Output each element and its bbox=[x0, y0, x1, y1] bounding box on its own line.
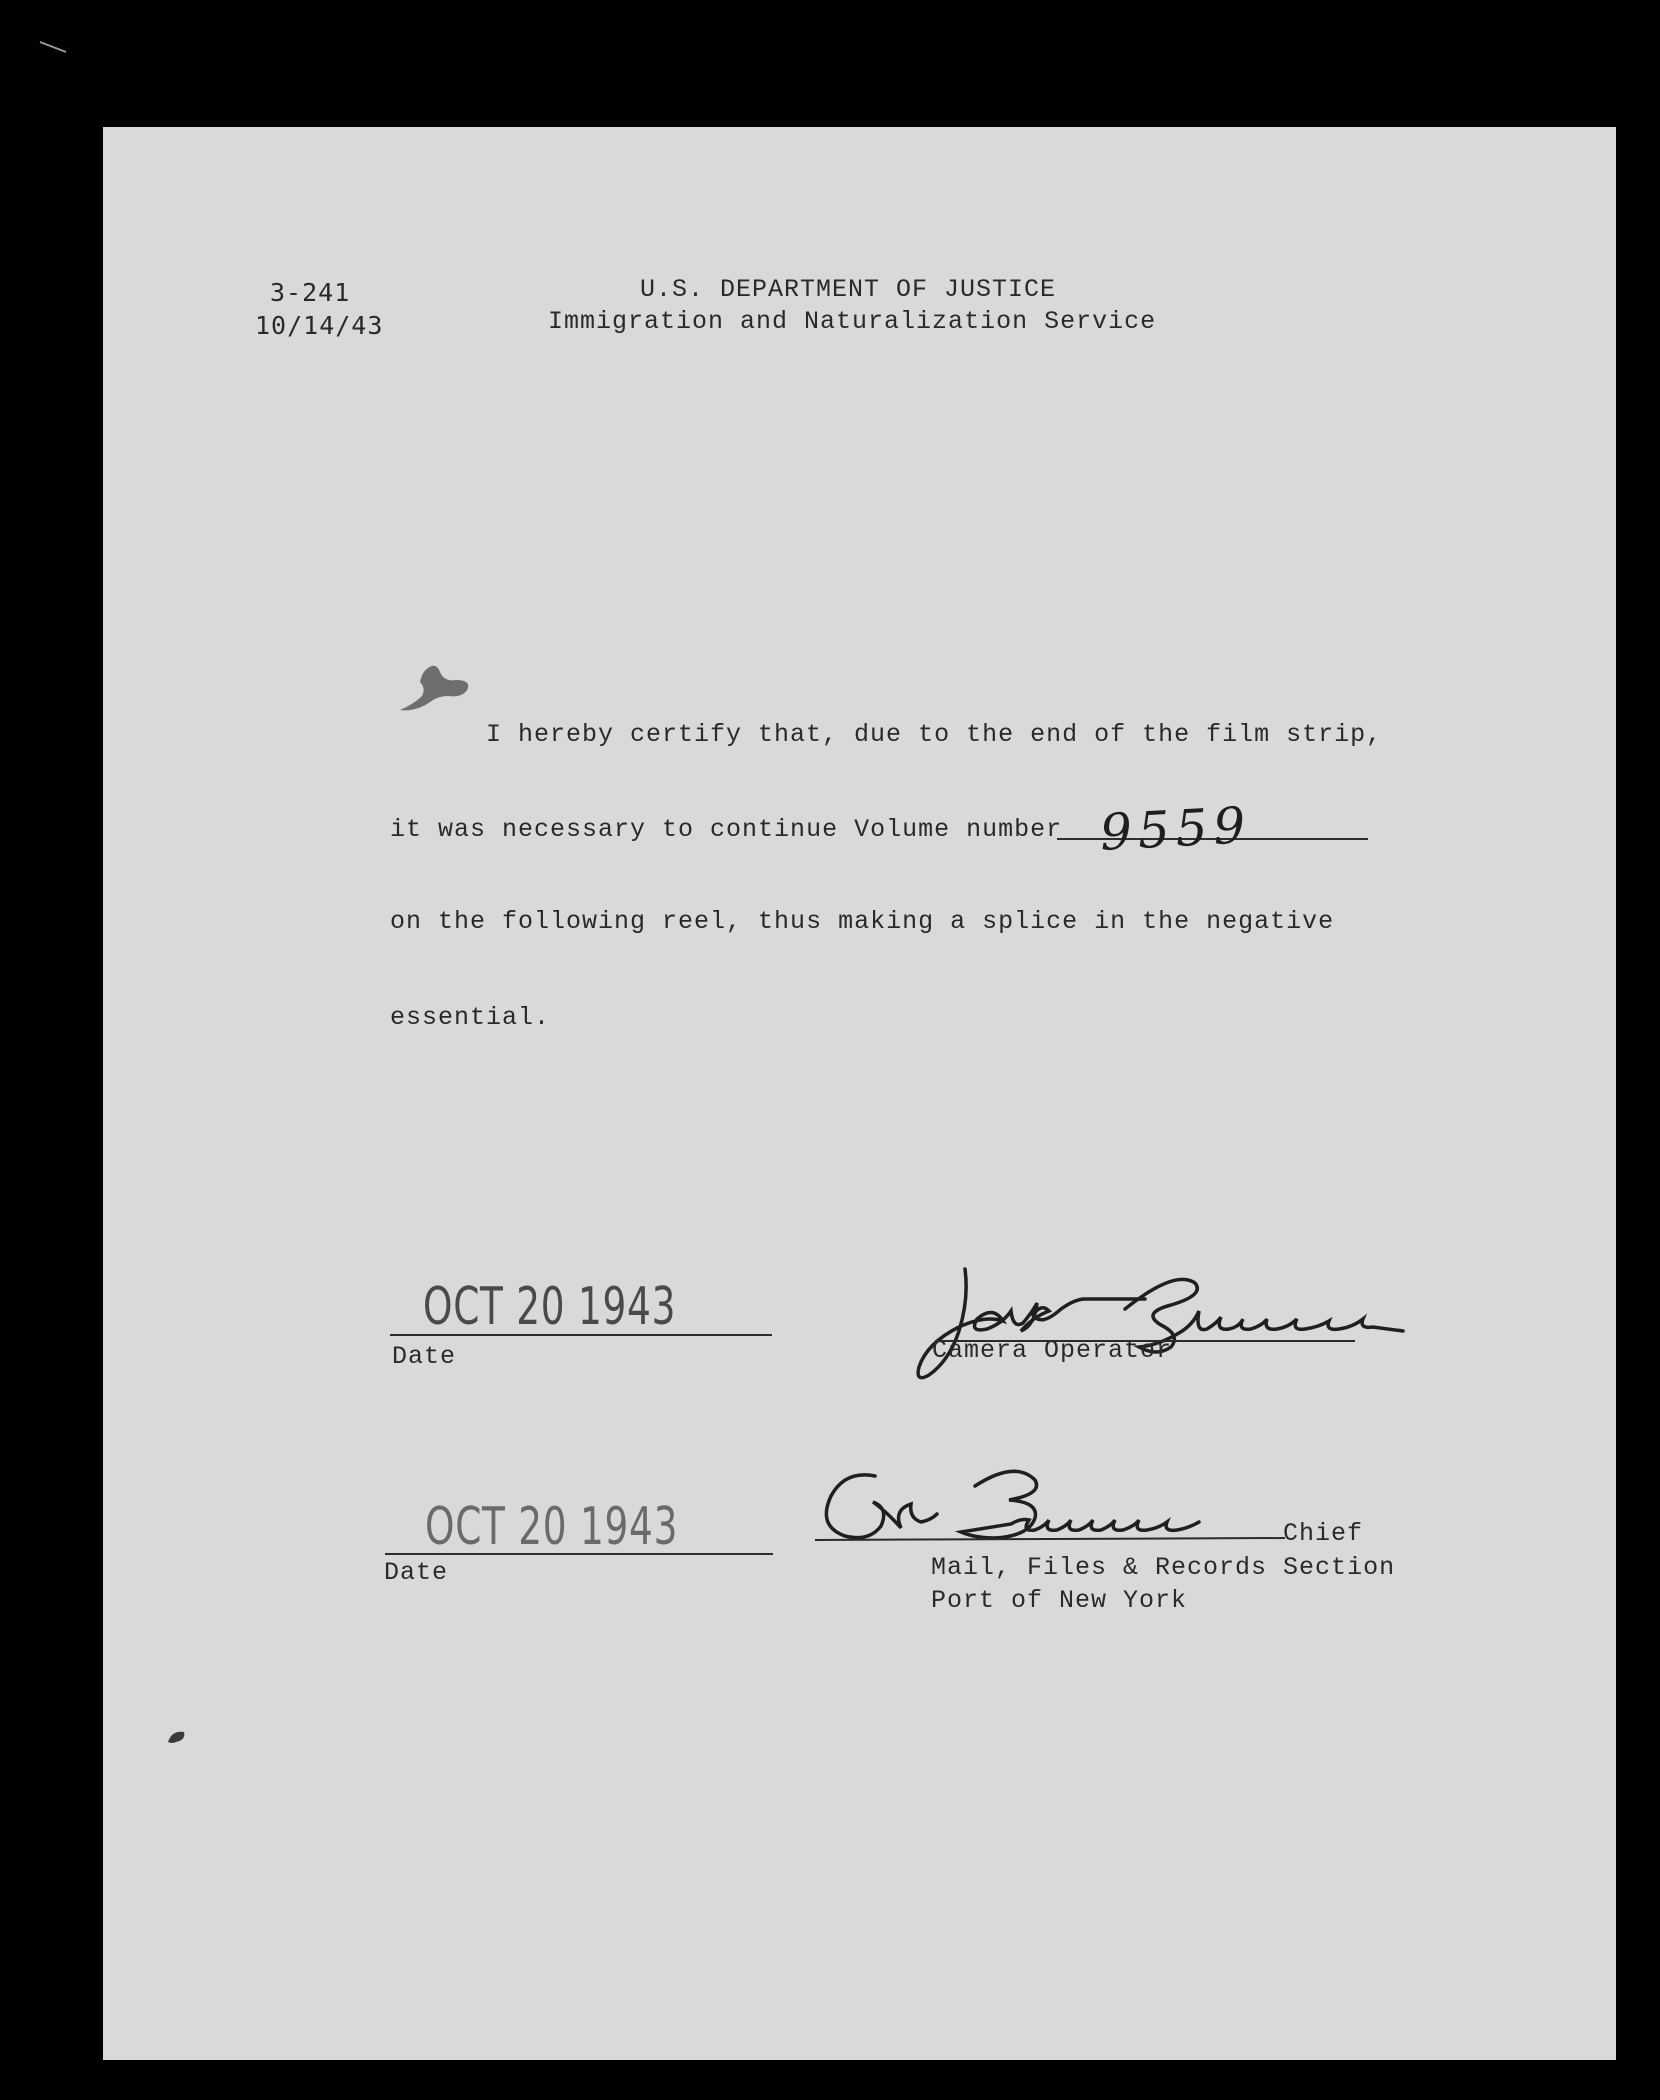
certificate-line-4: essential. bbox=[390, 1003, 551, 1032]
camera-operator-date-stamp: OCT 20 1943 bbox=[423, 1277, 677, 1337]
department-title: U.S. DEPARTMENT OF JUSTICE bbox=[640, 275, 1057, 304]
ink-blot bbox=[398, 660, 478, 718]
certificate-line-3: on the following reel, thus making a splice in the negative bbox=[390, 907, 1335, 936]
chief-date-label: Date bbox=[384, 1558, 449, 1587]
form-number: 3-241 bbox=[270, 278, 351, 307]
scan-speck bbox=[166, 1728, 188, 1746]
volume-number: 9559 bbox=[1098, 796, 1253, 862]
certificate-line-1: I hereby certify that, due to the end of the film strip, bbox=[486, 720, 1383, 749]
certificate-line-2: it was necessary to continue Volume number bbox=[390, 815, 1063, 844]
document-page bbox=[103, 127, 1616, 2060]
scan-speck bbox=[38, 40, 68, 54]
camera-operator-title: Camera Operator bbox=[932, 1336, 1173, 1365]
chief-title: Chief bbox=[1283, 1519, 1364, 1548]
camera-operator-date-line bbox=[390, 1334, 772, 1336]
chief-port: Port of New York bbox=[931, 1586, 1188, 1615]
service-title: Immigration and Naturalization Service bbox=[548, 307, 1157, 336]
camera-operator-date-label: Date bbox=[392, 1342, 457, 1371]
chief-date-line bbox=[385, 1553, 773, 1555]
form-date: 10/14/43 bbox=[255, 311, 384, 340]
chief-date-stamp: OCT 20 1943 bbox=[425, 1497, 679, 1557]
chief-section: Mail, Files & Records Section bbox=[931, 1553, 1396, 1582]
camera-operator-signature bbox=[905, 1265, 1455, 1385]
